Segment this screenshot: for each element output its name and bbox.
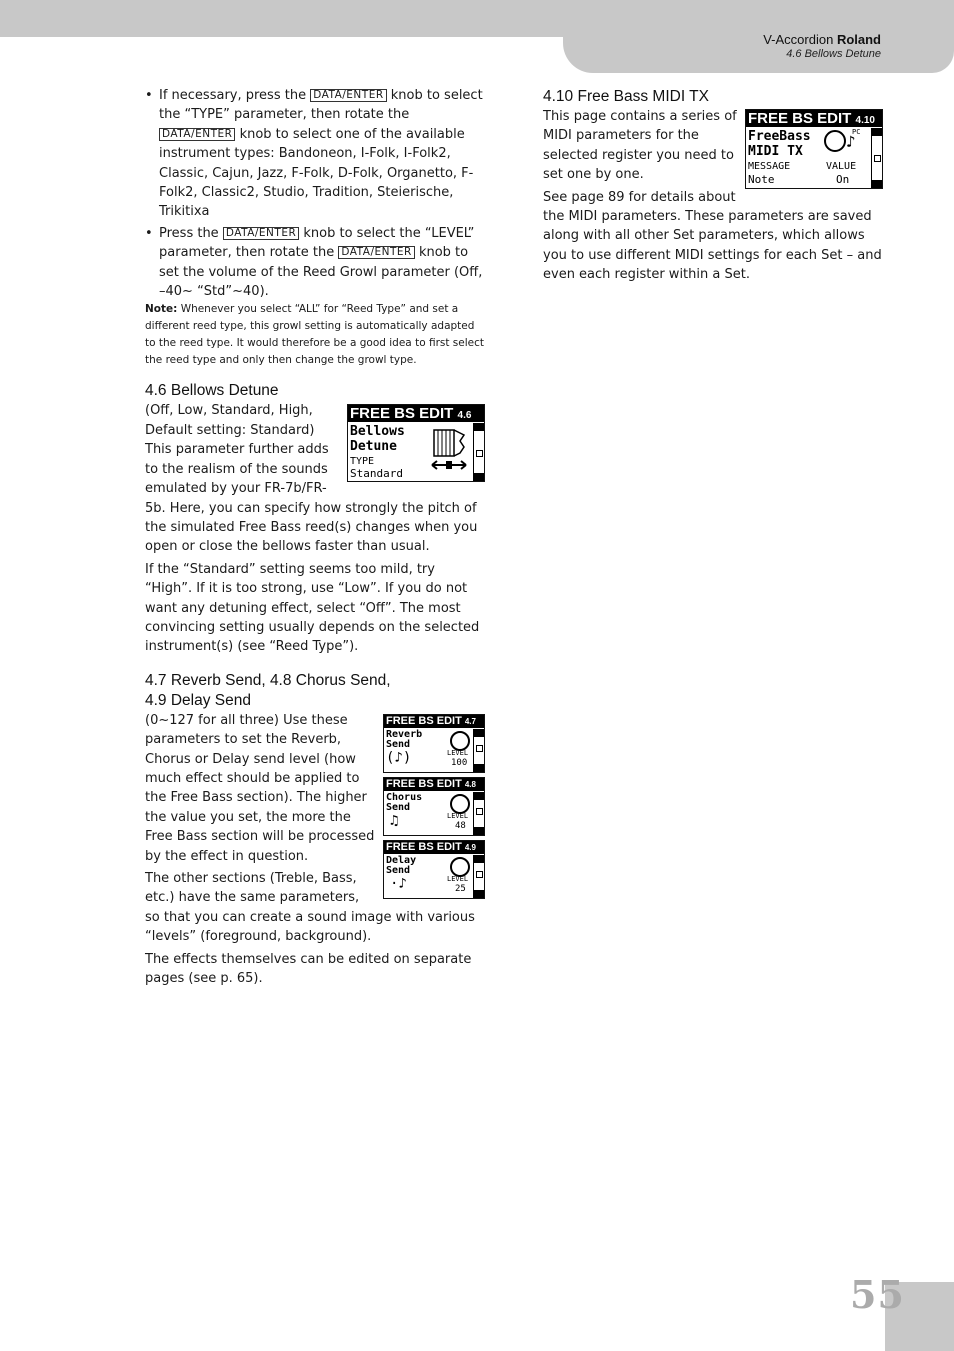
delay-effect-icon: ·♪ [390,875,407,892]
right-column [543,87,883,288]
lcd-screen-delay-send [383,840,485,899]
level-knob-icon [450,731,470,751]
scroll-up-arrow-icon [474,729,484,737]
lcd-scrollbar [473,855,484,898]
section-title-4-10: 4.10 Free Bass MIDI TX [543,88,709,105]
scroll-down-arrow-icon [474,890,484,898]
note-icon: ♪ [846,132,856,151]
lcd-scrollbar [473,423,484,481]
lcd-value: 25 [455,883,466,894]
note-label: Note: [145,303,178,316]
lcd-param: LEVEL [447,811,469,820]
lcd-title-bar: FREE BS EDIT 4.10 [746,110,882,127]
chorus-effect-icon: ♫ [390,812,399,829]
lcd-title-bar: FREE BS EDIT 4.9 [384,841,484,854]
scroll-down-arrow-icon [474,827,484,835]
section-title-4-6: 4.6 Bellows Detune [145,382,279,400]
lcd-line-2: Send [386,738,411,750]
scroll-up-arrow-icon [872,128,882,136]
lcd-line-1: Chorus [386,791,423,803]
data-enter-key: DATA/ENTER [310,89,386,102]
lcd-value-1: Note [748,173,775,186]
reverb-effect-icon: (♪) [386,749,412,766]
level-knob-icon [450,857,470,877]
value-knob-icon [824,130,846,152]
lcd-screen-reverb-send [383,714,485,773]
scroll-up-arrow-icon [474,855,484,863]
scroll-down-arrow-icon [872,180,882,188]
header-tab [563,0,954,73]
scroll-up-arrow-icon [474,792,484,800]
note-text: Whenever you select “ALL” for “Reed Type” and set a different reed type, this growl setting is automatically adapted to the reed type. It would therefore be a good idea to first select the reed type and only then change the growl type. [145,303,485,367]
page-number: 55 [850,1272,905,1317]
lcd-title-bar: FREE BS EDIT 4.7 [384,715,484,728]
lcd-knob-label: PC [852,128,861,136]
lcd-screen-stack [383,714,485,903]
scroll-thumb [874,155,881,162]
lcd-screen-bellows-detune [347,404,485,482]
lcd-value-2: On [836,173,850,186]
section-4-10-paragraph-2: See page 89 for details about the MIDI parameters. These parameters are saved along with all other Set parameters, which allows you to use different MIDI settings for each Set – and even each register within a Set. [543,189,882,283]
scroll-down-arrow-icon [474,473,484,481]
brand-name: Roland [836,32,881,47]
lcd-line-2: Detune [350,439,397,455]
lcd-scrollbar [473,792,484,835]
lcd-line-2: Send [386,864,411,876]
lcd-title-bar: FREE BS EDIT 4.8 [384,778,484,791]
lcd-line-1: Reverb [386,728,423,740]
section-4-7-paragraph-2: The other sections (Treble, Bass, etc.) have the same parameters, so that you can create a sound image with various “levels” (foreground, background). [145,871,475,945]
scroll-thumb [476,745,483,752]
data-enter-key: DATA/ENTER [159,128,235,141]
data-enter-key: DATA/ENTER [338,246,414,259]
running-header-section: 4.6 Bellows Detune [786,48,881,60]
running-header-product [763,32,881,47]
scroll-thumb [476,871,483,878]
lcd-line-1: FreeBass [748,129,811,144]
lcd-value: 48 [455,820,466,831]
lcd-param: LEVEL [447,874,469,883]
section-4-6-paragraph-2: If the “Standard” setting seems too mild, try “High”. If it is too strong, use “Low”. If you do not want any detuning effect, select “Off”. The most convincing setting usually depends on the selected instrument(s) (see “Reed Type”). [145,561,480,655]
section-title-4-7: 4.7 Reverb Send, 4.8 Chorus Send, 4.9 Delay Send [145,671,391,709]
lcd-line-2: MIDI TX [748,144,803,159]
lcd-param: LEVEL [447,748,469,757]
scroll-thumb [476,450,483,457]
lcd-scrollbar [473,729,484,772]
lcd-line-1: Bellows [350,424,405,440]
lcd-param: TYPE [350,456,375,468]
data-enter-key: DATA/ENTER [223,227,299,240]
note [145,301,485,369]
lcd-param-2: VALUE [826,161,857,172]
accordion-bellows-icon [430,427,468,473]
section-4-7-paragraph-3: The effects themselves can be edited on separate pages (see p. 65). [145,951,472,987]
scroll-down-arrow-icon [474,764,484,772]
lcd-screen-chorus-send [383,777,485,836]
section-4-7-paragraph-1: (0~127 for all three) Use these parameters to set the Reverb, Chorus or Delay send level (how much effect should be applied to the Free Bass section). The higher the value you set, the more the Free Bass section will be processed by the effect in question. [145,712,375,864]
level-knob-icon [450,794,470,814]
lcd-value: Standard [350,467,403,481]
lcd-line-2: Send [386,801,411,813]
scroll-thumb [476,808,483,815]
lcd-value: 100 [451,757,468,768]
lcd-scrollbar [871,128,882,188]
lcd-title-bar: FREE BS EDIT 4.6 [348,405,484,422]
list-item: • If necessary, press the DATA/ENTER knob to select the “TYPE” parameter, then rotate the DATA/ENTER knob to select one of the available instrument types: Bandoneon, I-Folk, I-Folk2, Classic, Cajun, Jazz, F-Folk, D-Folk, Organetto, F-Folk2, Classic2, Studio, Tradition, Steierische, Trikitixa [145,86,485,222]
lcd-screen-midi-tx [745,109,883,189]
left-column [145,86,485,991]
instruction-list [145,86,485,301]
lcd-line-1: Delay [386,854,417,866]
lcd-param-1: MESSAGE [748,161,791,172]
list-item: • Press the DATA/ENTER knob to select the “LEVEL” parameter, then rotate the DATA/ENTER knob to set the volume of the Reed Growl parameter (Off, –40~ “Std”~40). [145,224,485,302]
scroll-up-arrow-icon [474,423,484,431]
section-4-10-paragraph-1: This page contains a series of MIDI parameters for the selected register you need to set one by one. [543,109,737,183]
product-name: V-Accordion [763,32,834,47]
section-4-6-paragraph-1: (Off, Low, Standard, High, Default setting: Standard) This parameter further adds to the realism of the sounds emulated by your FR-7b/FR-5b. Here, you can specify how strongly the pitch of the simulated Free Bass reed(s) changes when you open or close the bellows faster than usual. [145,403,478,555]
